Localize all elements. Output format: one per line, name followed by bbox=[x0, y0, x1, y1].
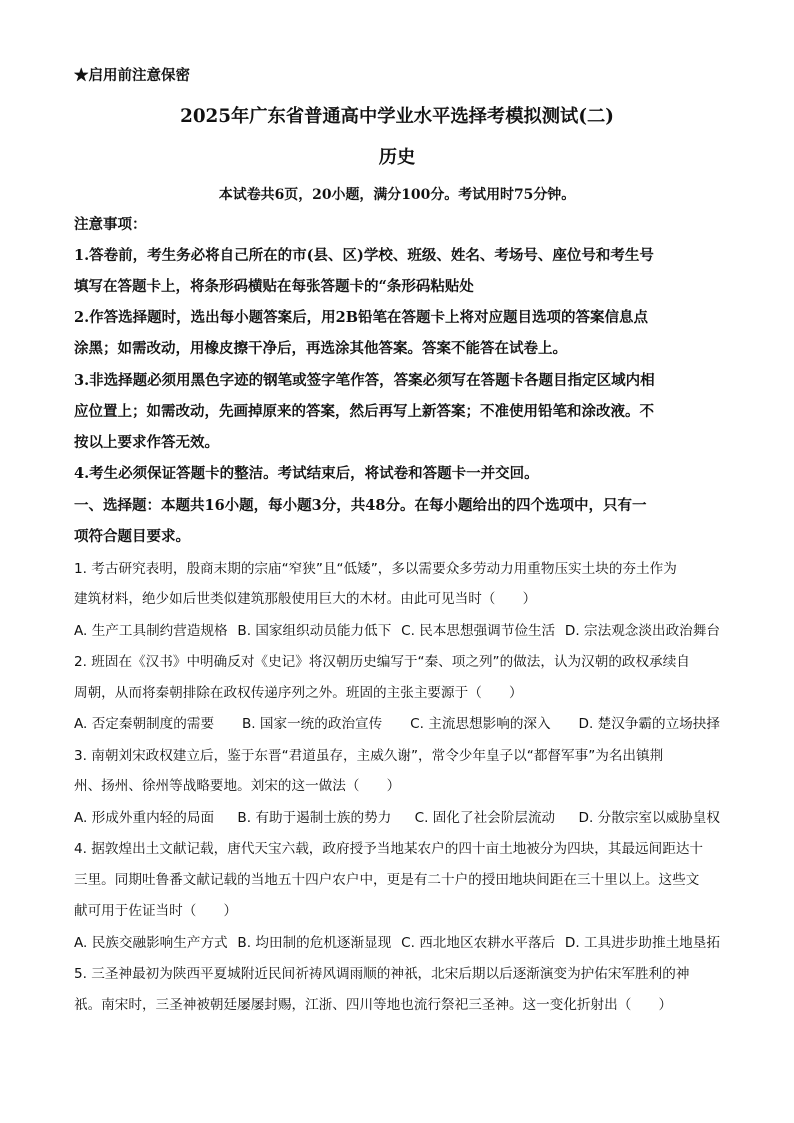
question-1-stem: 建筑材料，绝少如后世类似建筑那般使用巨大的木材。由此可见当时（ ） bbox=[74, 591, 537, 607]
option-d: D. 楚汉争霸的立场抉择 bbox=[578, 716, 720, 732]
question-1-stem: 1. 考古研究表明，殷商末期的宗庙“窄狭”且“低矮”，多以需要众多劳动力用重物压实土块的夯土作为 bbox=[74, 561, 677, 577]
instruction-line: 1.答卷前，考生务必将自己所在的市(县、区)学校、班级、姓名、考场号、座位号和考生号 bbox=[74, 247, 654, 264]
instruction-line: 按以上要求作答无效。 bbox=[74, 434, 219, 451]
option-c: C. 民本思想强调节俭生活 bbox=[401, 623, 556, 639]
exam-title: 2025年广东省普通高中学业水平选择考模拟测试(二) bbox=[180, 106, 614, 127]
section-heading: 项符合题目要求。 bbox=[74, 528, 190, 545]
option-d: D. 宗法观念淡出政治舞台 bbox=[564, 623, 720, 639]
option-a: A. 形成外重内轻的局面 bbox=[74, 810, 215, 826]
instruction-line: 2.作答选择题时，选出每小题答案后，用2B铅笔在答题卡上将对应题目选项的答案信息点 bbox=[74, 309, 648, 326]
option-d: D. 工具进步助推土地垦拓 bbox=[564, 935, 720, 951]
question-2-options bbox=[74, 712, 720, 732]
option-a: A. 否定秦朝制度的需要 bbox=[74, 716, 215, 732]
question-4-stem: 4. 据敦煌出土文献记载，唐代天宝六载，政府授予当地某农户的四十亩土地被分为四块，其最远间距达十 bbox=[74, 841, 704, 857]
option-b: B. 国家一统的政治宣传 bbox=[241, 716, 383, 732]
option-b: B. 国家组织动员能力低下 bbox=[237, 623, 392, 639]
option-c: C. 主流思想影响的深入 bbox=[410, 716, 551, 732]
question-2-stem: 2. 班固在《汉书》中明确反对《史记》将汉朝历史编写于“秦、项之列”的做法，认为汉朝的政权承续自 bbox=[74, 654, 690, 670]
question-3-options bbox=[74, 806, 720, 826]
option-a: A. 生产工具制约营造规格 bbox=[74, 623, 228, 639]
instruction-line: 填写在答题卡上，将条形码横贴在每张答题卡的“条形码粘贴处 bbox=[74, 278, 474, 295]
exam-info: 本试卷共6页，20小题，满分100分。考试用时75分钟。 bbox=[218, 187, 576, 203]
option-b: B. 有助于遏制士族的势力 bbox=[237, 810, 392, 826]
question-5-stem: 5. 三圣神最初为陕西平夏城附近民间祈祷风调雨顺的神祇，北宋后期以后逐渐演变为护佑宋军胜利的神 bbox=[74, 966, 690, 982]
option-c: C. 固化了社会阶层流动 bbox=[414, 810, 556, 826]
option-c: C. 西北地区农耕水平落后 bbox=[401, 935, 556, 951]
instruction-line: 4.考生必须保证答题卡的整洁。考试结束后，将试卷和答题卡一并交回。 bbox=[74, 465, 539, 482]
question-2-stem: 周朝，从而将秦朝排除在政权传递序列之外。班固的主张主要源于（ ） bbox=[74, 685, 523, 701]
instruction-line: 3.非选择题必须用黑色字迹的钢笔或签字笔作答，答案必须写在答题卡各题目指定区域内相 bbox=[74, 372, 655, 389]
option-b: B. 均田制的危机逐渐显现 bbox=[237, 935, 392, 951]
confidential-notice: ★启用前注意保密 bbox=[74, 67, 190, 84]
subject-title: 历史 bbox=[378, 147, 416, 168]
question-1-options bbox=[74, 619, 720, 639]
option-d: D. 分散宗室以威胁皇权 bbox=[578, 810, 720, 826]
question-4-options bbox=[74, 931, 720, 951]
question-3-stem: 州、扬州、徐州等战略要地。刘宋的这一做法（ ） bbox=[74, 778, 401, 794]
section-heading: 一、选择题：本题共16小题，每小题3分，共48分。在每小题给出的四个选项中，只有一 bbox=[74, 497, 647, 514]
instruction-line: 涂黑；如需改动，用橡皮擦干净后，再选涂其他答案。答案不能答在试卷上。 bbox=[74, 340, 567, 357]
instruction-line: 应位置上；如需改动，先画掉原来的答案，然后再写上新答案；不准使用铅笔和涂改液。不 bbox=[74, 403, 654, 420]
question-3-stem: 3. 南朝刘宋政权建立后，鉴于东晋“君道虽存，主威久谢”，常令少年皇子以“都督军事”为名出镇荆 bbox=[74, 748, 664, 764]
option-a: A. 民族交融影响生产方式 bbox=[74, 935, 228, 951]
instructions-heading: 注意事项： bbox=[74, 216, 147, 233]
question-4-stem: 三里。同期吐鲁番文献记载的当地五十四户农户中，更是有二十户的授田地块间距在三十里以上。这些文 bbox=[74, 872, 700, 888]
question-4-stem: 献可用于佐证当时（ ） bbox=[74, 903, 238, 919]
question-5-stem: 祇。南宋时，三圣神被朝廷屡屡封赐，江浙、四川等地也流行祭祀三圣神。这一变化折射出（ ） bbox=[74, 997, 673, 1013]
